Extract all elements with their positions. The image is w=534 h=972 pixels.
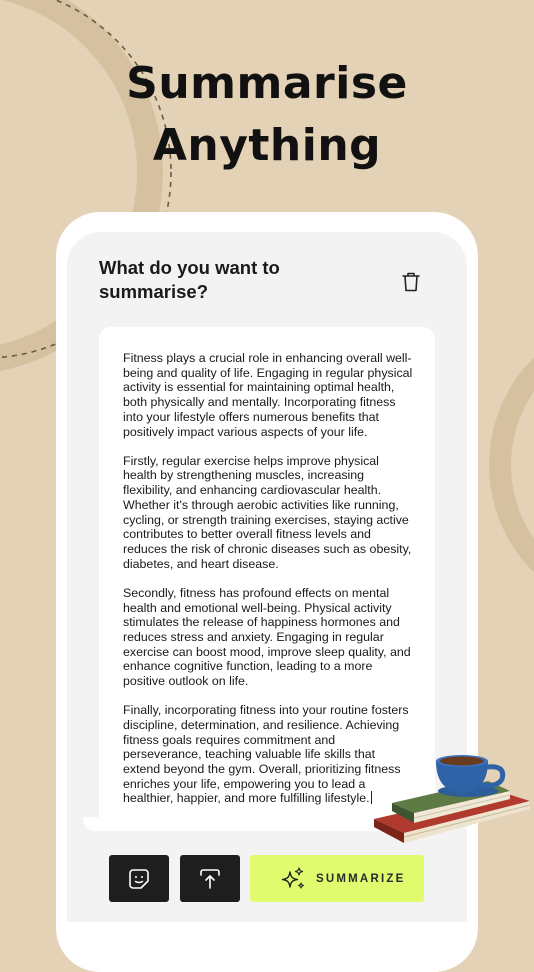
books-and-cup-illustration [370,745,534,849]
prompt-title: What do you want to summarise? [99,257,280,302]
text-paragraph: Fitness plays a crucial role in enhancing overall well-being and quality of life. Engaging in regular physical activity is essential for maintaining optimal health, both physically and mentally. Incorporating fitness into your lifestyle offers numerous benefits that positively impact various aspects of your life. [123,351,413,439]
app-screen [67,232,467,972]
summarize-button[interactable] [250,855,424,902]
sticker-button[interactable] [109,855,169,902]
text-paragraph: Secondly, fitness has profound effects on mental health and emotional well-being. Physical activity stimulates the release of happiness hormones and reduces stress and anxiety. Engaging in regular exercise can boost mood, improve sleep quality, and enhance cognitive function, leading to a more positive outlook on life. [123,585,411,689]
headline-line-2: Anything [152,120,382,171]
sparkle-icon [280,866,306,892]
text-paragraph: Firstly, regular exercise helps improve physical health by strengthening muscles, increasing flexibility, and enhancing cardiovascular health. Whether it's through aerobic activities like running, cycling, or strength training exercises, staying active contributes to better overall fitness levels and reduces the risk of chronic diseases such as obesity, diabetes, and heart disease. [123,453,412,571]
upload-icon [199,868,221,890]
summarize-label: SUMMARIZE [316,872,406,885]
sticker-icon [128,868,150,890]
text-paragraph-content: Finally, incorporating fitness into your routine fosters discipline, determination, and resilience. Achieving fitness goals requires commitment and perseverance, teaching valuable life skills that extend beyond the gym. Overall, prioritizing fitness enriches your life, empowering you to lead a healthier, happier, and more fulfilling lifestyle. [123,703,409,806]
upload-button[interactable] [180,855,240,902]
headline-line-1: Summarise [126,58,408,109]
clear-text-button[interactable] [397,268,425,296]
trash-icon [401,271,421,293]
bottom-panel [67,922,467,972]
